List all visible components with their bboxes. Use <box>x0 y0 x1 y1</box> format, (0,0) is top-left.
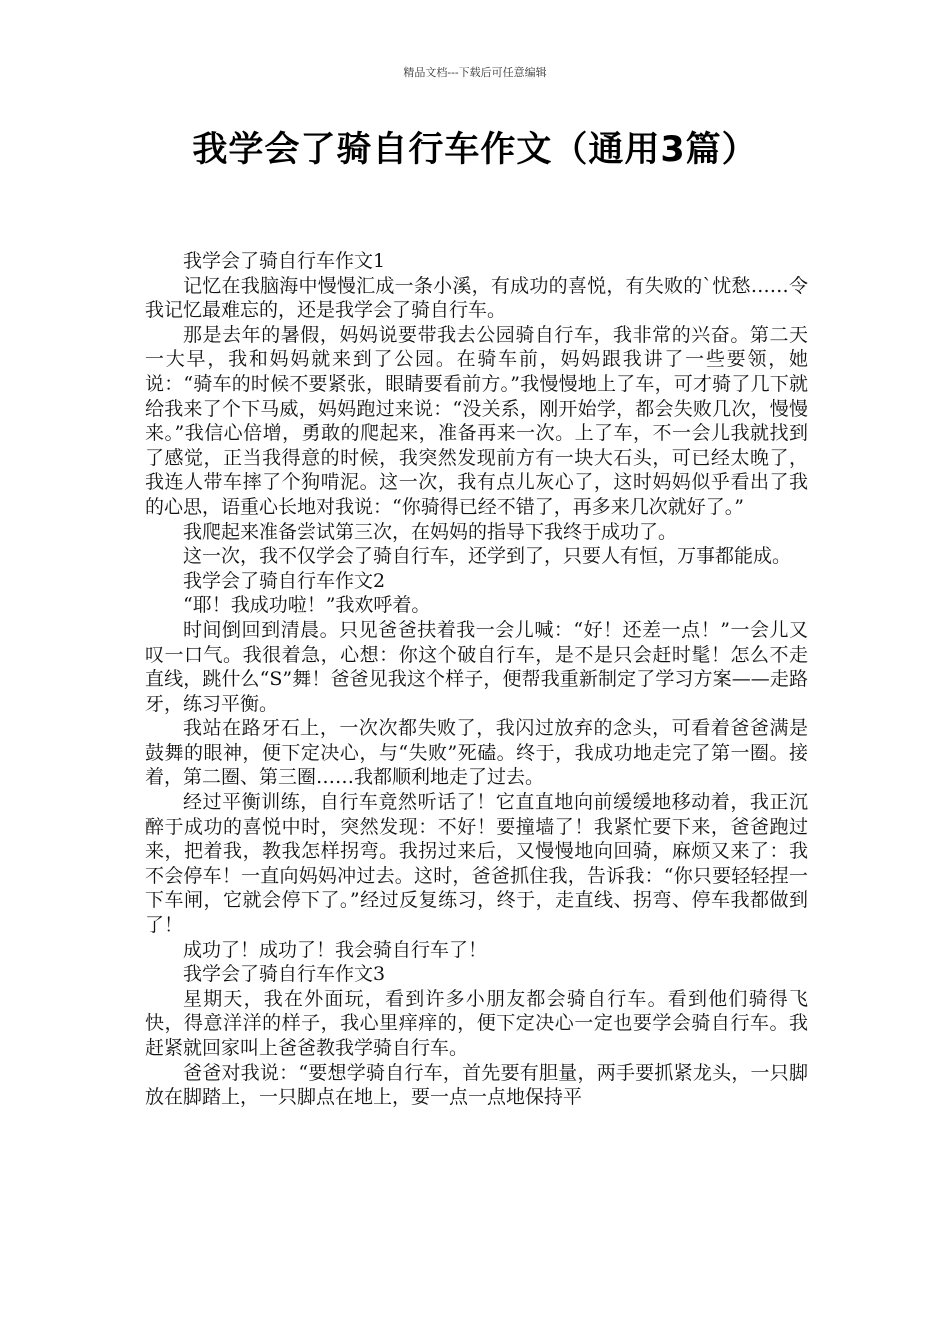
paragraph: 我站在路牙石上，一次次都失败了，我闪过放弃的念头，可看着爸爸满是鼓舞的眼神，便下定决心，与“失败”死磕。终于，我成功地走完了第一圈。接着，第二圈、第三圈……我都顺利地走了过去。 <box>145 717 808 789</box>
paragraph: 时间倒回到清晨。只见爸爸扶着我一会儿喊：“好！还差一点！”一会儿又叹一口气。我很着急，心想：你这个破自行车，是不是只会赶时髦！怎么不走直线，跳什么“S”舞！爸爸见我这个样子，便帮我重新制定了学习方案——走路牙，练习平衡。 <box>145 618 808 715</box>
header-note: 精品文档---下载后可任意编辑 <box>403 66 547 79</box>
paragraph: 我爬起来准备尝试第三次，在妈妈的指导下我终于成功了。 <box>183 520 678 543</box>
paragraph: 那是去年的暑假，妈妈说要带我去公园骑自行车，我非常的兴奋。第二天一大早，我和妈妈就来到了公园。在骑车前，妈妈跟我讲了一些要领，她说：“骑车的时候不要紧张，眼睛要看前方。”我慢慢地上了车，可才骑了几下就给我来了个下马威，妈妈跑过来说：“没关系，刚开始学，都会失败几次，慢慢来。”我信心倍增，勇敢的爬起来，准备再来一次。上了车，不一会儿我就找到了感觉，正当我得意的时候，我突然发现前方有一块大石头，可已经太晚了，我连人带车摔了个狗啃泥。这一次，我有点儿灰心了，这时妈妈似乎看出了我的心思，语重心长地对我说：“你骑得已经不错了，再多来几次就好了。” <box>145 323 808 518</box>
paragraph: “耶！我成功啦！”我欢呼着。 <box>183 594 431 617</box>
paragraph: 记忆在我脑海中慢慢汇成一条小溪，有成功的喜悦，有失败的`忧愁……令我记忆最难忘的，还是我学会了骑自行车。 <box>145 274 808 322</box>
paragraph: 经过平衡训练，自行车竟然听话了！它直直地向前缓缓地移动着，我正沉醉于成功的喜悦中时，突然发现：不好！要撞墙了！我紧忙要下来，爸爸跑过来，把着我，教我怎样拐弯。我拐过来后，又慢慢地向回骑，麻烦又来了：我不会停车！一直向妈妈冲过去。这时，爸爸抓住我，告诉我：“你只要轻轻捏一下车闸，它就会停下了。”经过反复练习，终于，走直线、拐弯、停车我都做到了！ <box>145 791 808 937</box>
paragraph: 这一次，我不仅学会了骑自行车，还学到了，只要人有恒，万事都能成。 <box>183 545 792 568</box>
paragraph: 成功了！成功了！我会骑自行车了！ <box>183 938 488 961</box>
section-heading-3: 我学会了骑自行车作文3 <box>183 963 386 986</box>
section-heading-2: 我学会了骑自行车作文2 <box>183 569 386 592</box>
paragraph: 爸爸对我说：“要想学骑自行车，首先要有胆量，两手要抓紧龙头，一只脚放在脚踏上，一只脚点在地上，要一点一点地保持平 <box>145 1061 808 1109</box>
document-body <box>145 249 808 1110</box>
paragraph: 星期天，我在外面玩，看到许多小朋友都会骑自行车。看到他们骑得飞快，得意洋洋的样子，我心里痒痒的，便下定决心一定也要学会骑自行车。我赶紧就回家叫上爸爸教我学骑自行车。 <box>145 987 808 1059</box>
section-heading-1: 我学会了骑自行车作文1 <box>183 250 386 272</box>
document-title: 我学会了骑自行车作文（通用3篇） <box>192 130 758 170</box>
